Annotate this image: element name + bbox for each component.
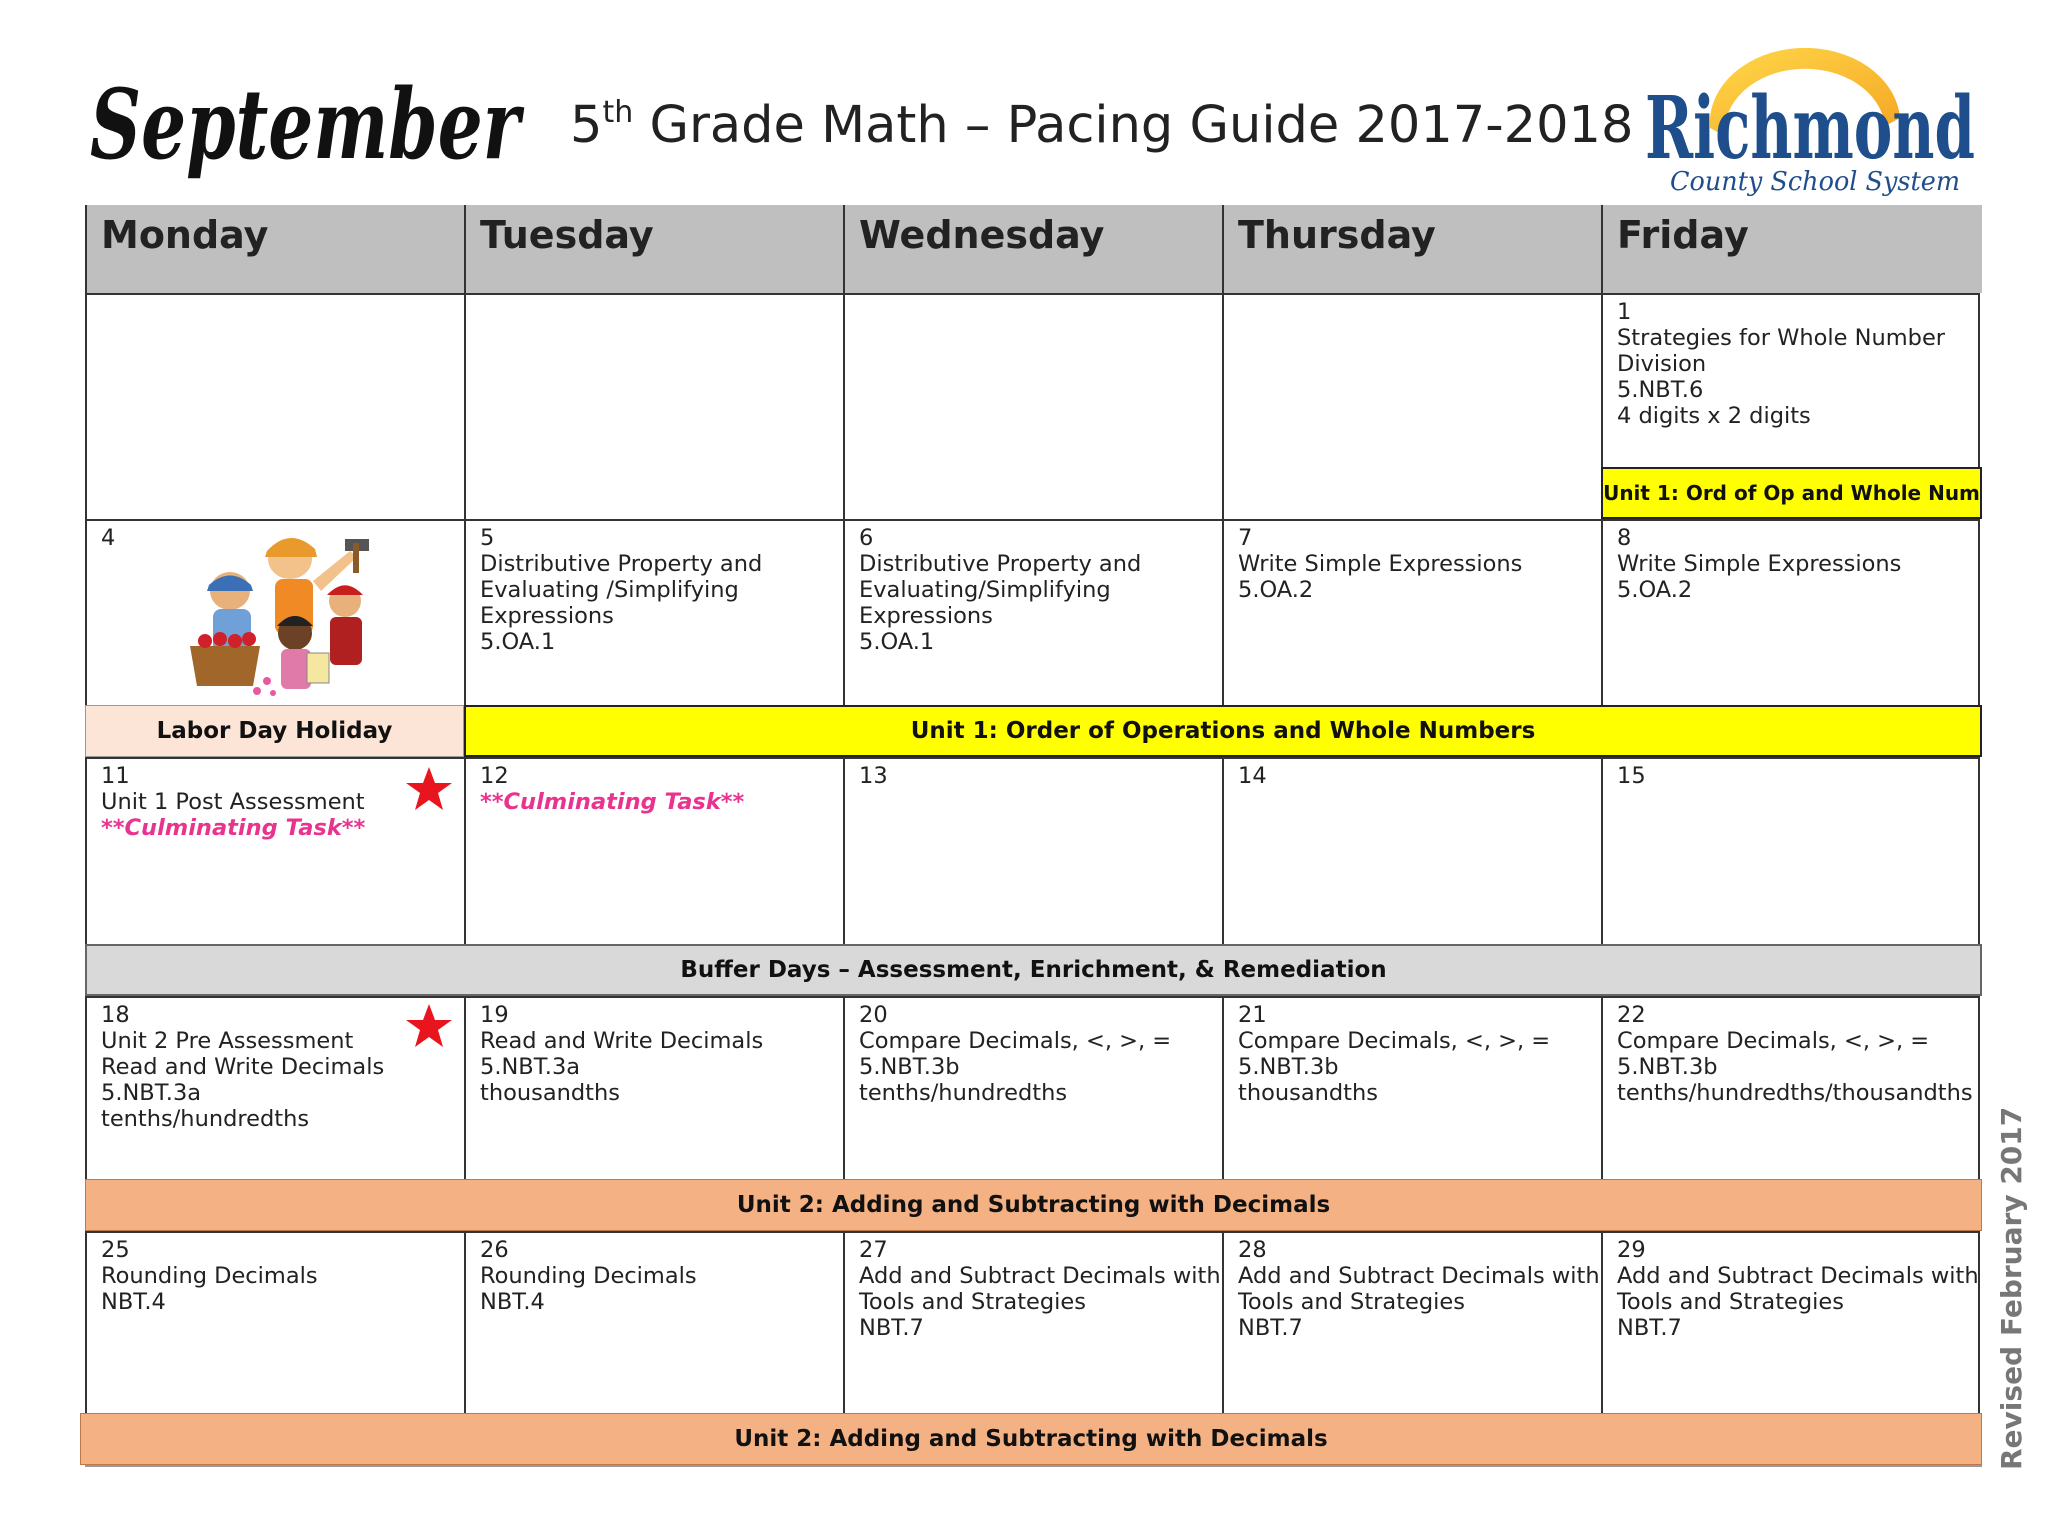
title-grade-number: 5 xyxy=(570,96,603,155)
culminating-task-label: **Culminating Task** xyxy=(101,815,366,841)
lesson-text: NBT.4 xyxy=(101,1289,166,1315)
lesson-text: NBT.7 xyxy=(1617,1315,1682,1341)
lesson-text: Add and Subtract Decimals with xyxy=(859,1263,1221,1289)
culminating-task-label: **Culminating Task** xyxy=(480,789,745,815)
lesson-text: Read and Write Decimals xyxy=(480,1028,764,1054)
date-number: 5 xyxy=(480,525,495,551)
date-number: 18 xyxy=(101,1002,130,1028)
day-header-tuesday: Tuesday xyxy=(464,205,843,293)
lesson-text: Distributive Property and xyxy=(480,551,763,577)
date-number: 7 xyxy=(1238,525,1253,551)
date-number: 26 xyxy=(480,1237,509,1263)
lesson-text: 5.OA.1 xyxy=(480,629,556,655)
lesson-text: Expressions xyxy=(859,603,993,629)
month-word-art xyxy=(90,68,530,203)
date-number: 21 xyxy=(1238,1002,1267,1028)
lesson-text: Expressions xyxy=(480,603,614,629)
lesson-text: Read and Write Decimals xyxy=(101,1054,385,1080)
lesson-text: Rounding Decimals xyxy=(101,1263,318,1289)
title-grade-suffix: th xyxy=(602,95,634,130)
date-number: 12 xyxy=(480,763,509,789)
date-number: 29 xyxy=(1617,1237,1646,1263)
date-number: 6 xyxy=(859,525,874,551)
date-number: 15 xyxy=(1617,763,1646,789)
lesson-text: 5.NBT.3b xyxy=(1238,1054,1339,1080)
day-cell xyxy=(843,293,1222,519)
lesson-text: thousandths xyxy=(480,1080,620,1106)
date-number: 1 xyxy=(1617,299,1632,325)
lesson-text: Strategies for Whole Number xyxy=(1617,325,1946,351)
lesson-text: NBT.4 xyxy=(480,1289,545,1315)
lesson-text: Unit 2 Pre Assessment xyxy=(101,1028,354,1054)
day-header-friday: Friday xyxy=(1601,205,1982,293)
lesson-text: 5.OA.2 xyxy=(1617,577,1693,603)
lesson-text: 5.OA.1 xyxy=(859,629,935,655)
date-number: 14 xyxy=(1238,763,1267,789)
pacing-calendar xyxy=(85,205,1980,1465)
date-number: 8 xyxy=(1617,525,1632,551)
lesson-text: 5.NBT.3b xyxy=(859,1054,960,1080)
lesson-text: Compare Decimals, <, >, = xyxy=(859,1028,1172,1054)
calendar-bottom-border xyxy=(85,1465,1982,1467)
lesson-text: tenths/hundredths/thousandths xyxy=(1617,1080,1973,1106)
lesson-text: 5.NBT.3a xyxy=(101,1080,202,1106)
lesson-text: tenths/hundredths xyxy=(859,1080,1068,1106)
lesson-text: 5.NBT.6 xyxy=(1617,377,1704,403)
workers-clipart xyxy=(170,521,380,701)
lesson-text: Compare Decimals, <, >, = xyxy=(1617,1028,1930,1054)
lesson-text: 4 digits x 2 digits xyxy=(1617,403,1811,429)
lesson-text: Tools and Strategies xyxy=(1238,1289,1465,1315)
lesson-text: 5.NBT.3b xyxy=(1617,1054,1718,1080)
star-icon xyxy=(404,765,454,813)
lesson-text: Evaluating /Simplifying xyxy=(480,577,739,603)
title-text: Grade Math – Pacing Guide 2017-2018 xyxy=(633,96,1634,155)
lesson-text: tenths/hundredths xyxy=(101,1106,310,1132)
day-header-wednesday: Wednesday xyxy=(843,205,1222,293)
lesson-text: Write Simple Expressions xyxy=(1238,551,1523,577)
lesson-text: Add and Subtract Decimals with xyxy=(1238,1263,1600,1289)
lesson-text: 5.NBT.3a xyxy=(480,1054,581,1080)
lesson-text: Unit 1 Post Assessment xyxy=(101,789,365,815)
date-number: 19 xyxy=(480,1002,509,1028)
logo-main-text: Richmond xyxy=(1645,78,1975,179)
page-title xyxy=(570,95,1634,155)
lesson-text: Tools and Strategies xyxy=(1617,1289,1844,1315)
labor-day-band: Labor Day Holiday xyxy=(85,705,464,757)
date-number: 25 xyxy=(101,1237,130,1263)
date-number: 28 xyxy=(1238,1237,1267,1263)
buffer-days-band: Buffer Days – Assessment, Enrichment, & Remediation xyxy=(85,944,1982,996)
lesson-text: NBT.7 xyxy=(859,1315,924,1341)
unit-band: Unit 2: Adding and Subtracting with Decimals xyxy=(85,1179,1982,1231)
date-number: 20 xyxy=(859,1002,888,1028)
lesson-text: Add and Subtract Decimals with xyxy=(1617,1263,1979,1289)
unit-band: Unit 1: Order of Operations and Whole Numbers xyxy=(464,705,1982,757)
lesson-text: Compare Decimals, <, >, = xyxy=(1238,1028,1551,1054)
day-cell xyxy=(1222,293,1601,519)
lesson-text: thousandths xyxy=(1238,1080,1378,1106)
date-number: 11 xyxy=(101,763,130,789)
lesson-text: Distributive Property and xyxy=(859,551,1142,577)
logo-sub-text: County School System xyxy=(1670,167,1960,197)
date-number: 13 xyxy=(859,763,888,789)
month-word-text: September xyxy=(90,68,525,181)
revised-note: Revised February 2017 xyxy=(1995,1106,2028,1470)
date-number: 27 xyxy=(859,1237,888,1263)
date-number: 22 xyxy=(1617,1002,1646,1028)
day-cell xyxy=(464,293,843,519)
lesson-text: Evaluating/Simplifying xyxy=(859,577,1111,603)
unit-band-friday: Unit 1: Ord of Op and Whole Num xyxy=(1601,467,1982,519)
day-header-thursday: Thursday xyxy=(1222,205,1601,293)
day-cell xyxy=(85,293,464,519)
lesson-text: 5.OA.2 xyxy=(1238,577,1314,603)
date-number: 4 xyxy=(101,525,116,551)
lesson-text: NBT.7 xyxy=(1238,1315,1303,1341)
richmond-logo xyxy=(1640,48,1980,198)
lesson-text: Division xyxy=(1617,351,1707,377)
star-icon xyxy=(404,1002,454,1050)
lesson-text: Tools and Strategies xyxy=(859,1289,1086,1315)
unit-band: Unit 2: Adding and Subtracting with Decimals xyxy=(80,1413,1982,1465)
lesson-text: Rounding Decimals xyxy=(480,1263,697,1289)
day-header-monday: Monday xyxy=(85,205,464,293)
lesson-text: Write Simple Expressions xyxy=(1617,551,1902,577)
